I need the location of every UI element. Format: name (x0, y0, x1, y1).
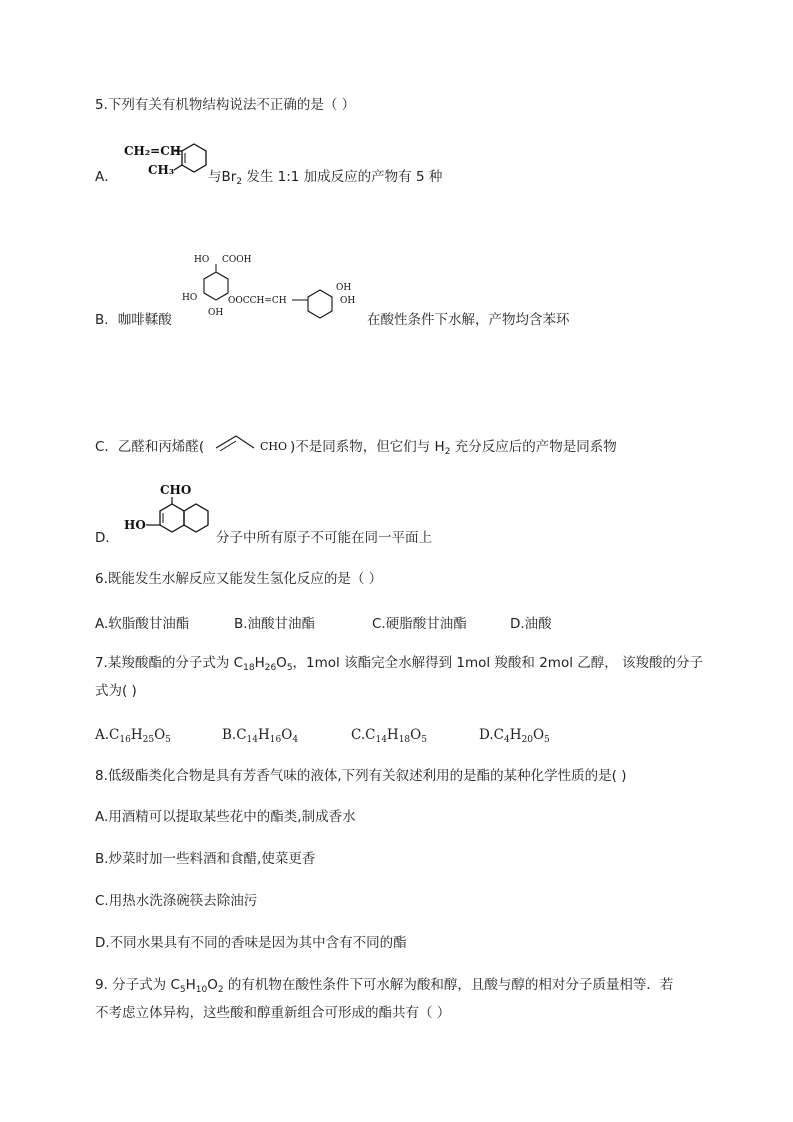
svg-text:HO: HO (194, 255, 210, 265)
q6-option-b: B.油酸甘油酯 (234, 616, 316, 632)
q7-stem-line1: 7.某羧酸酯的分子式为 $C_{18}H_{26}O_5$，1mol 该酯完全水解得到 1mol 羧酸和 2mol 乙醇， 该羧酸的分子 (95, 655, 704, 673)
q5-option-b-text: 在酸性条件下水解，产物均含苯环 (367, 312, 570, 328)
q6-option-c: C.硬脂酸甘油酯 (372, 616, 467, 632)
svg-text:OH: OH (340, 296, 356, 306)
q8-option-d: D.不同水果具有不同的香味是因为其中含有不同的酯 (95, 935, 407, 951)
q5-a-vinyl: CH₂=CH (124, 144, 182, 158)
q5-a-ring (182, 144, 206, 172)
q5-option-c-label: C．乙醛和丙烯醛( (95, 439, 205, 455)
q5-option-d-label: D． (95, 530, 119, 546)
q8-option-a: A.用酒精可以提取某些花中的酯类,制成香水 (95, 809, 356, 825)
q5-stem: 5.下列有关有机物结构说法不正确的是（ ） (95, 97, 356, 113)
svg-text:OH: OH (336, 283, 352, 293)
q5-a-structure (124, 138, 210, 184)
q5-c-structure (214, 428, 292, 456)
q5-option-a-text: 与$Br_2$ 发生 1:1 加成反应的产物有 5 种 (208, 169, 443, 187)
q5-option-a-label: A． (95, 169, 118, 185)
q7-option-d: $D.C_4H_{20}O_5$ (479, 727, 550, 745)
q5-option-b-label: B．咖啡鞣酸 (95, 312, 172, 328)
svg-text:COOH: COOH (222, 255, 252, 265)
q7-option-b: $B.C_{14}H_{16}O_4$ (222, 727, 299, 745)
q8-option-b: B.炒菜时加一些料酒和食醋,使菜更香 (95, 851, 316, 867)
q9-stem-line1: 9. 分子式为 $C_5H_{10}O_2$ 的有机物在酸性条件下可水解为酸和醇，且酸与醇的相对分子质量相等．若 (95, 977, 674, 995)
svg-text:HO: HO (124, 518, 146, 532)
q9-stem-line2: 不考虑立体异构，这些酸和醇重新组合可形成的酯共有（ ） (95, 1005, 451, 1021)
q5-option-d-text: 分子中所有原子不可能在同一平面上 (216, 530, 432, 546)
q6-stem: 6.既能发生水解反应又能发生氢化反应的是（ ） (95, 571, 383, 587)
q5-b-structure (180, 250, 362, 322)
svg-text:OH: OH (208, 308, 224, 318)
svg-text:OOCCH=CH: OOCCH=CH (228, 296, 287, 306)
svg-text:CHO: CHO (160, 483, 192, 497)
q5-option-c-text: )不是同系物，但它们与 $H_2$ 充分反应后的产物是同系物 (290, 439, 617, 457)
q7-option-c: $C.C_{14}H_{18}O_5$ (351, 727, 427, 745)
q7-option-a: $A.C_{16}H_{25}O_5$ (95, 727, 171, 745)
q8-stem: 8.低级酯类化合物是具有芳香气味的液体,下列有关叙述利用的是酯的某种化学性质的是( ) (95, 768, 627, 784)
svg-text:HO: HO (182, 293, 198, 303)
q6-option-a: A.软脂酸甘油酯 (95, 616, 190, 632)
q5-a-methyl: CH₃ (148, 163, 175, 177)
q8-option-c: C.用热水洗涤碗筷去除油污 (95, 893, 258, 909)
q5-d-structure (124, 480, 216, 548)
svg-text:CHO: CHO (260, 440, 288, 453)
q6-option-d: D.油酸 (510, 616, 552, 632)
q7-stem-line2: 式为( ) (95, 683, 137, 699)
